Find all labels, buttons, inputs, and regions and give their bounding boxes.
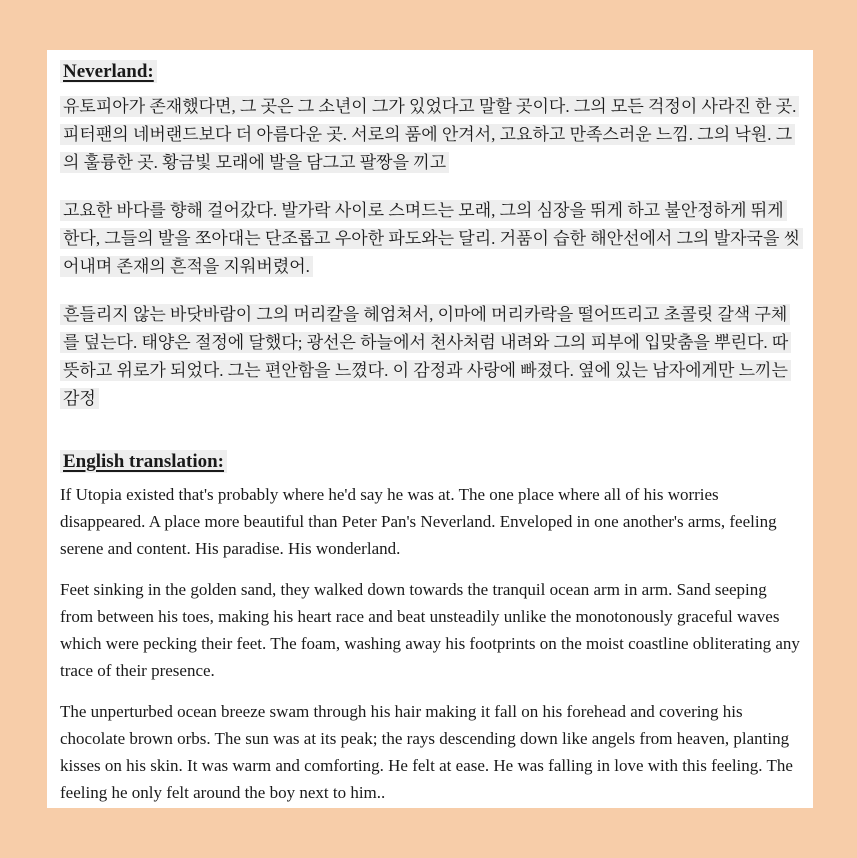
korean-paragraph-3-text: 흔들리지 않는 바닷바람이 그의 머리칼을 헤엄쳐서, 이마에 머리카락을 떨어뜨리고 초콜릿 갈색 구체를 덮는다. 태양은 절정에 달했다; 광선은 하늘에서 천사처럼 내려와 그의 피부에 입맞춤을 뿌린다. 따뜻하고 위로가 되었다. 그는 편안함을 느꼈다. 이 감정과 사랑에 빠졌다. 옆에 있는 남자에게만 느끼는 감정 bbox=[60, 304, 791, 409]
korean-paragraph-3 bbox=[60, 301, 801, 413]
korean-paragraph-1 bbox=[60, 93, 801, 177]
korean-section-heading-text: Neverland: bbox=[60, 60, 157, 83]
korean-paragraph-2 bbox=[60, 197, 801, 281]
korean-paragraph-1-text: 유토피아가 존재했다면, 그 곳은 그 소년이 그가 있었다고 말할 곳이다. 그의 모든 걱정이 사라진 한 곳. 피터팬의 네버랜드보다 더 아름다운 곳. 서로의 품에 안겨서, 고요하고 만족스러운 느낌. 그의 낙원. 그의 훌륭한 곳. 황금빛 모래에 발을 담그고 팔짱을 끼고 bbox=[60, 96, 799, 173]
korean-paragraph-2-text: 고요한 바다를 향해 걸어갔다. 발가락 사이로 스며드는 모래, 그의 심장을 뛰게 하고 불안정하게 뛰게 한다, 그들의 발을 쪼아대는 단조롭고 우아한 파도와는 달리. 거품이 습한 해안선에서 그의 발자국을 씻어내며 존재의 흔적을 지워버렸어. bbox=[60, 200, 803, 277]
english-section-heading bbox=[60, 449, 801, 475]
english-section-heading-text: English translation: bbox=[60, 450, 227, 473]
korean-section-heading bbox=[60, 59, 801, 85]
english-paragraph-1: If Utopia existed that's probably where he'd say he was at. The one place where all of his worries disappeared. A place more beautiful than Peter Pan's Neverland. Enveloped in one another's arms, feeling serene and content. His paradise. His wonderland. bbox=[60, 481, 801, 562]
english-paragraph-2: Feet sinking in the golden sand, they walked down towards the tranquil ocean arm in arm. Sand seeping from between his toes, making his heart race and beat unsteadily unlike the monotonously graceful waves which were pecking their feet. The foam, washing away his footprints on the moist coastline obliterating any trace of their presence. bbox=[60, 576, 801, 684]
english-paragraph-3: The unperturbed ocean breeze swam through his hair making it fall on his forehead and covering his chocolate brown orbs. The sun was at its peak; the rays descending down like angels from heaven, planting kisses on his skin. It was warm and comforting. He felt at ease. He was falling in love with this feeling. The feeling he only felt around the boy next to him.. bbox=[60, 698, 801, 806]
document-page bbox=[47, 50, 813, 808]
